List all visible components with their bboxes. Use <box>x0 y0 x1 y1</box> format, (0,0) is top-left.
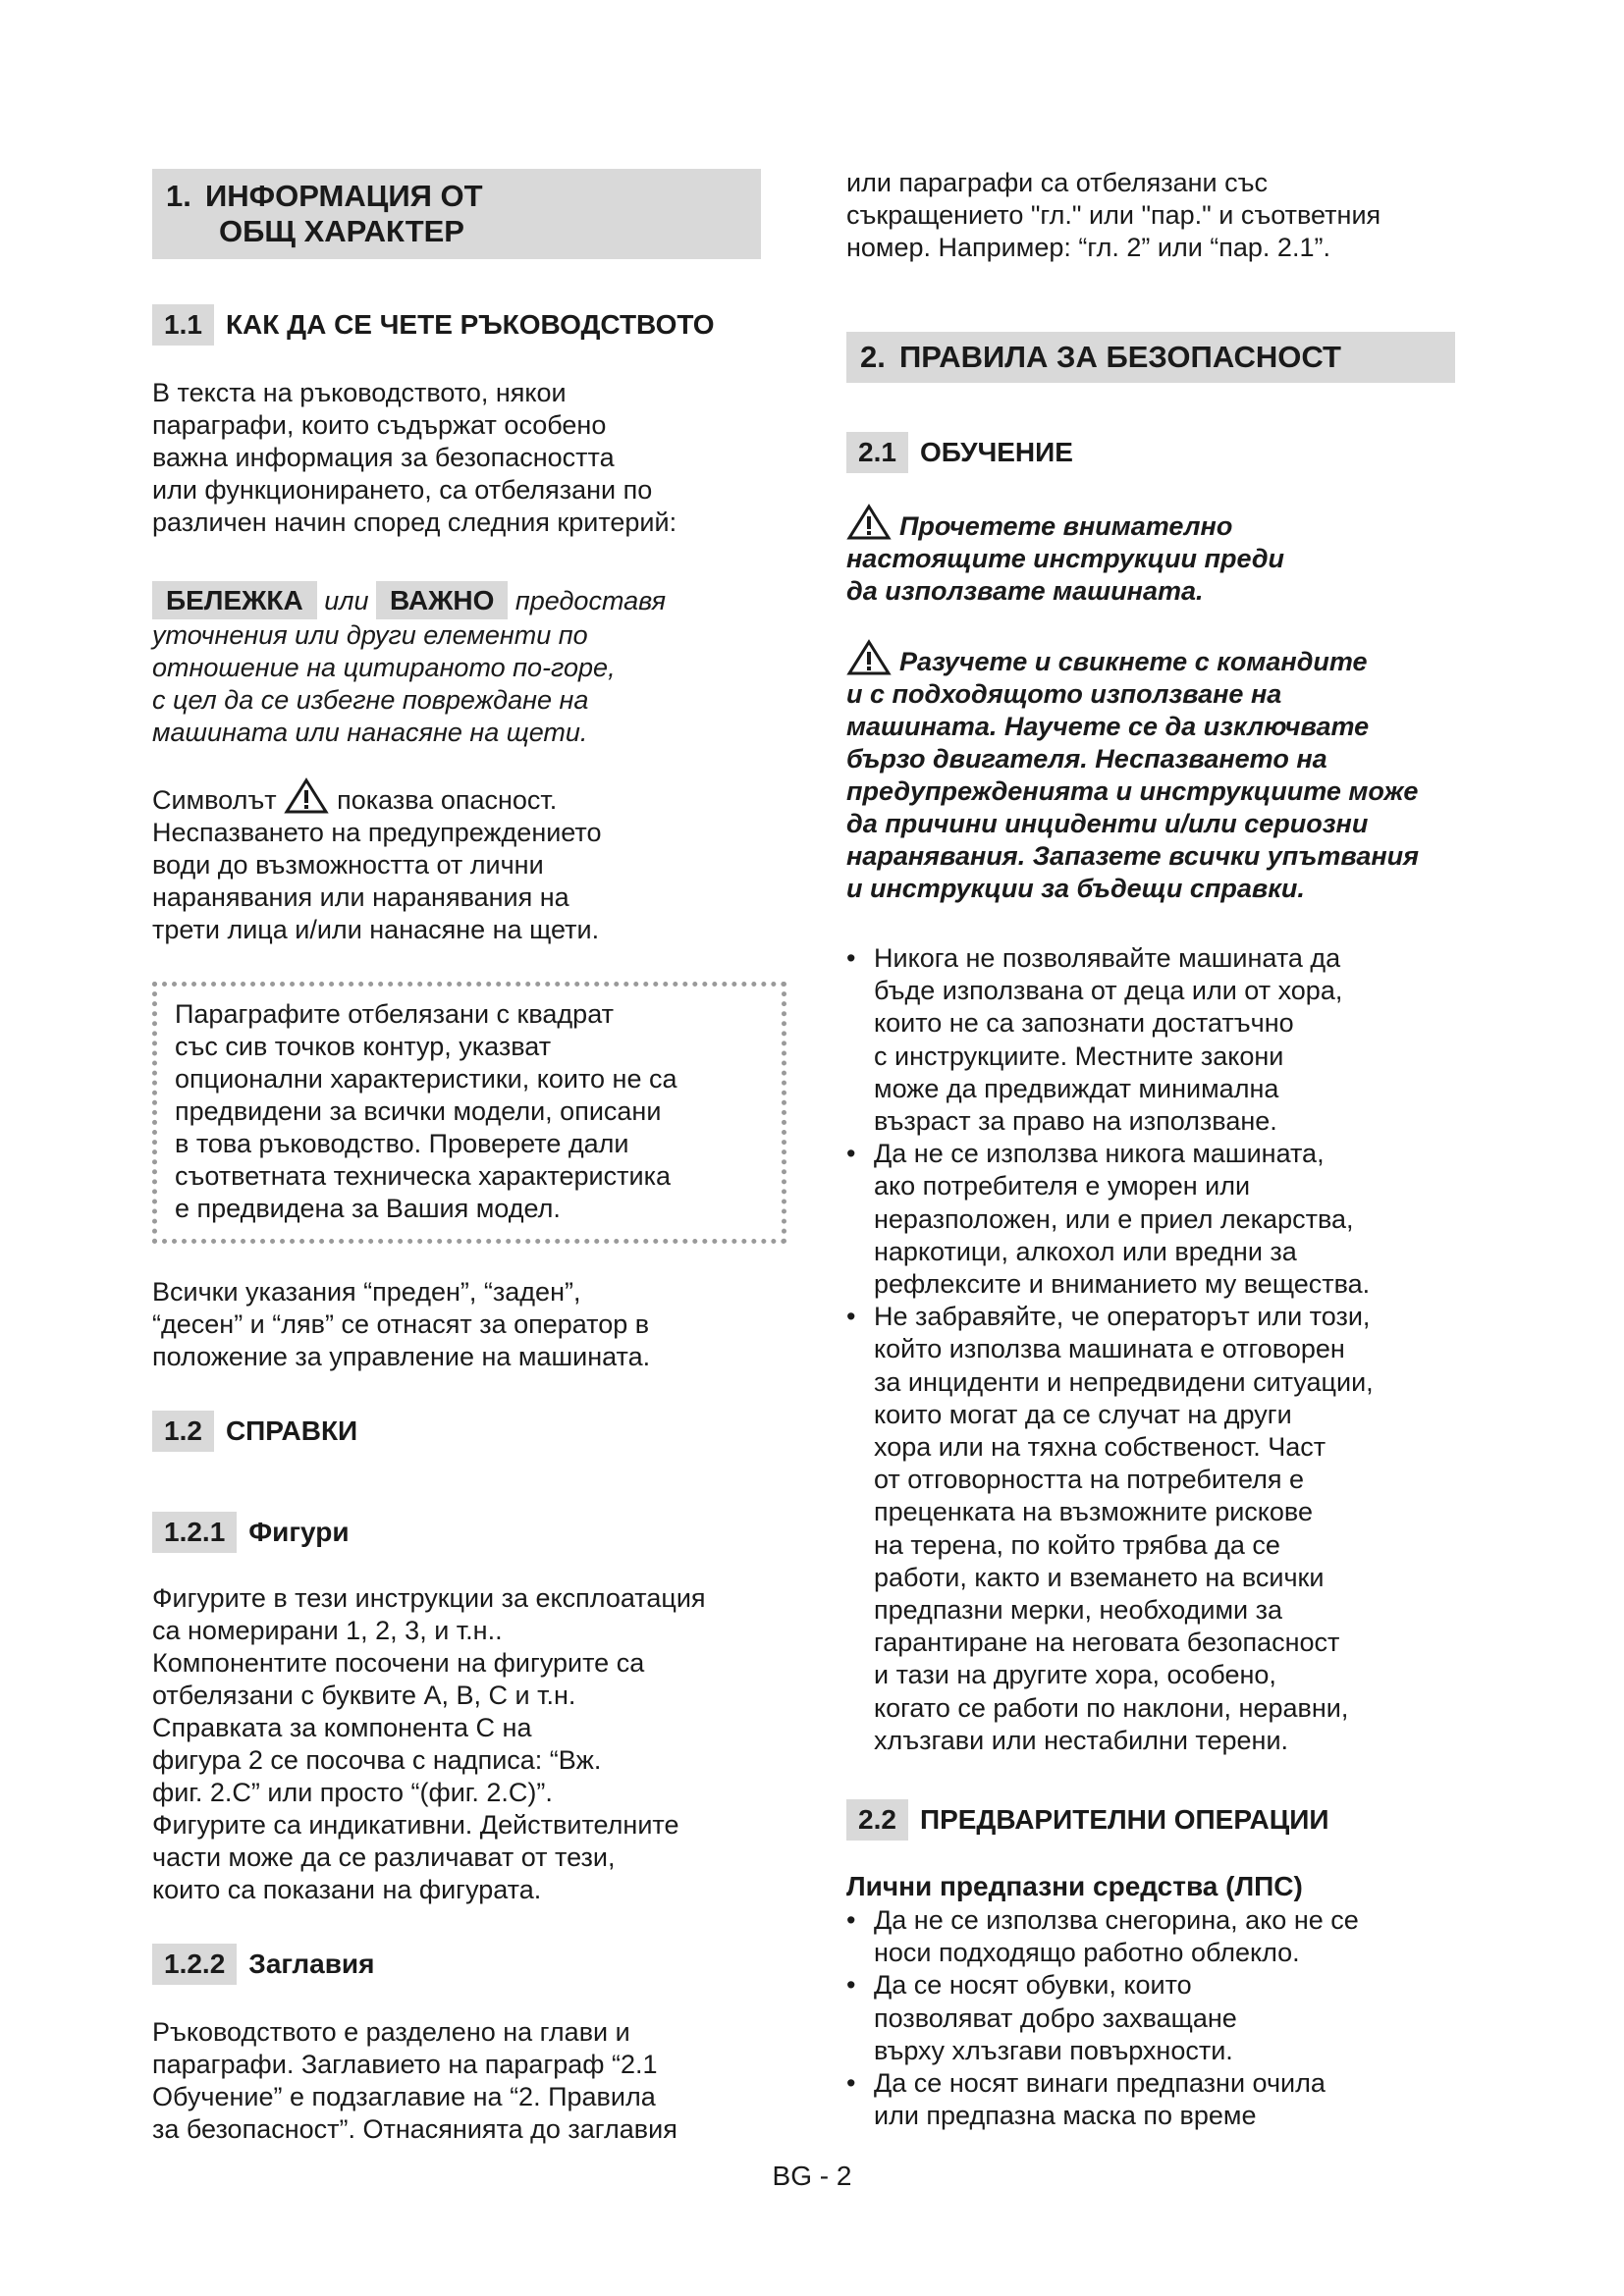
text-line: положение за управление на машината. <box>152 1342 651 1371</box>
text-line: номер. Например: “гл. 2” или “пар. 2.1”. <box>846 233 1330 262</box>
text-line: или функционирането, са отбелязани по <box>152 475 653 505</box>
note-important-paragraph <box>152 581 666 749</box>
section-title: Заглавия <box>248 1949 375 1979</box>
text-line: важна информация за безопасността <box>152 443 615 472</box>
titles-paragraph-continued <box>846 167 1380 264</box>
text-line: е предвидена за Вашия модел. <box>175 1194 561 1223</box>
section-number: 1.1 <box>152 304 214 346</box>
text-line: от отговорността на потребителя е <box>874 1465 1304 1495</box>
text-line: настоящите инструкции преди <box>846 544 1285 573</box>
symbol-paragraph <box>152 777 602 946</box>
text-line: • Никога не позволявайте машината да <box>874 943 1341 973</box>
text-line: и с подходящото използване на <box>846 679 1282 709</box>
section-number: 2.1 <box>846 432 908 473</box>
text-line: фигура 2 се посочва с надписа: “Вж. <box>152 1745 602 1775</box>
text-line: трети лица и/или нанасяне на щети. <box>152 915 600 944</box>
text-line: предпазни мерки, необходими за <box>874 1595 1283 1626</box>
text-line: за инциденти и непредвидени ситуации, <box>874 1366 1374 1397</box>
list-item <box>846 2067 1359 2132</box>
text-line: да използвате машината. <box>846 576 1204 606</box>
ppe-subheading: Лични предпазни средства (ЛПС) <box>846 1871 1303 1901</box>
list-item <box>846 1904 1359 1969</box>
text-line: • Да не се използва никога машината, <box>874 1139 1325 1169</box>
text-line: наранявания. Запазете всички упътвания <box>846 841 1420 871</box>
list-item <box>846 1969 1359 2067</box>
section-number: 2.2 <box>846 1799 908 1841</box>
section-title: ОБУЧЕНИЕ <box>919 437 1073 467</box>
text-line: възраст за право на използване. <box>874 1106 1277 1137</box>
note-rest-text: предоставя <box>514 586 667 615</box>
section-2-2-heading <box>846 1799 1328 1841</box>
section-1-2-2-heading <box>152 1944 374 1985</box>
text-line: в това ръководство. Проверете дали <box>175 1129 629 1158</box>
text-line: да причини инциденти и/или сериозни <box>846 809 1369 838</box>
text-line: с цел да се избегне повреждане на <box>152 685 589 715</box>
chapter-title-line2: ОБЩ ХАРАКТЕР <box>219 214 464 248</box>
warning-learn-controls <box>846 639 1419 905</box>
text-line: със сив точков контур, указват <box>175 1032 552 1061</box>
text-line: Фигурите в тези инструкции за експлоатация <box>152 1583 706 1613</box>
text-line: работи, както и вземането на всички <box>874 1562 1325 1592</box>
text-line: са номерирани 1, 2, 3, и т.н.. <box>152 1616 503 1645</box>
warning-read-instructions <box>846 504 1284 608</box>
text-line: машината или нанасяне на щети. <box>152 718 588 747</box>
text-line: Ръководството е разделено на глави и <box>152 2017 630 2047</box>
text-line: отбелязани с буквите A, B, C и т.н. <box>152 1681 576 1710</box>
section-title: ПРЕДВАРИТЕЛНИ ОПЕРАЦИИ <box>919 1804 1329 1835</box>
text-line: Справката за компонента C на <box>152 1713 532 1742</box>
text-line: Параграфите отбелязани с квадрат <box>175 999 614 1029</box>
text-line: • Да не се използва снегорина, ако не се <box>874 1905 1359 1935</box>
text-line: отношение на цитираното по-горе, <box>152 653 616 682</box>
intro-paragraph <box>152 377 677 539</box>
text-line: • Не забравяйте, че операторът или този, <box>874 1302 1371 1332</box>
text-line: преценката на възможните рискове <box>874 1497 1313 1527</box>
warning-triangle-icon <box>846 639 892 676</box>
section-1-2-1-heading <box>152 1512 350 1553</box>
text-line: и инструкции за бъдещи справки. <box>846 874 1305 903</box>
chapter-title: ПРАВИЛА ЗА БЕЗОПАСНОСТ <box>899 340 1341 374</box>
text-line: които не са запознати достатъчно <box>874 1008 1294 1039</box>
text-line: които са показани на фигурата. <box>152 1875 542 1904</box>
section-1-1-heading <box>152 304 715 346</box>
titles-paragraph <box>152 2016 677 2146</box>
text-line: съкращението "гл." или "пар." и съответния <box>846 200 1381 230</box>
section-number: 1.2.1 <box>152 1512 237 1553</box>
text-line: параграфи, които съдържат особено <box>152 410 607 440</box>
chapter-2-heading <box>846 332 1455 383</box>
optional-features-box <box>152 982 786 1244</box>
list-item <box>846 1301 1374 1757</box>
text-line: ако потребителя е уморен или <box>874 1171 1251 1201</box>
text-line: и тази на другите хора, особено, <box>874 1660 1276 1690</box>
text-line: бързо двигателя. Неспазването на <box>846 744 1327 774</box>
text-line: с инструкциите. Местните закони <box>874 1041 1284 1071</box>
text-line: бъде използвана от деца или от хора, <box>874 976 1343 1006</box>
text-line: В текста на ръководството, някои <box>152 378 567 407</box>
text-line: може да предвиждат минимална <box>874 1073 1279 1103</box>
text-line: неразположен, или е приел лекарства, <box>874 1203 1354 1234</box>
text-line: машината. Научете се да изключвате <box>846 712 1370 741</box>
text-line: които могат да се случат на други <box>874 1399 1292 1429</box>
training-bullet-list <box>846 942 1374 1757</box>
text-line: • Да се носят винаги предпазни очила <box>874 2068 1326 2099</box>
text-line: който използва машината е отговорен <box>874 1334 1345 1364</box>
text-line: предвидени за всички модели, описани <box>175 1096 662 1126</box>
text-line: параграфи. Заглавието на параграф “2.1 <box>152 2050 658 2079</box>
text-line: Обучение” е подзаглавие на “2. Правила <box>152 2082 656 2111</box>
text-line: фиг. 2.C” или просто “(фиг. 2.C)”. <box>152 1778 553 1807</box>
important-tag: ВАЖНО <box>376 581 508 619</box>
section-title: КАК ДА СЕ ЧЕТЕ РЪКОВОДСТВОТО <box>225 309 715 340</box>
chapter-1-heading <box>152 169 761 259</box>
symbol-text-before: Символът <box>152 785 277 815</box>
text-line: Разучете и свикнете с командите <box>899 647 1368 676</box>
symbol-text-after: показва опасност. <box>337 785 558 815</box>
text-line: Прочетете внимателно <box>899 511 1233 541</box>
text-line: части може да се различават от тези, <box>152 1842 616 1872</box>
text-line: води до възможността от лични <box>152 850 544 880</box>
text-line: Всички указания “преден”, “заден”, <box>152 1277 581 1307</box>
warning-triangle-icon <box>846 504 892 541</box>
page-number: BG - 2 <box>772 2161 852 2191</box>
text-line: позволяват добро захващане <box>874 2002 1237 2033</box>
section-number: 1.2 <box>152 1411 214 1452</box>
text-line: наркотици, алкохол или вредни за <box>874 1236 1297 1266</box>
text-line: рефлексите и вниманието му вещества. <box>874 1269 1371 1300</box>
text-line: опционални характеристики, които не са <box>175 1064 677 1094</box>
text-line: хора или на тяхна собственост. Част <box>874 1432 1326 1463</box>
text-line: върху хлъзгави повърхности. <box>874 2035 1233 2065</box>
text-line: за безопасност”. Отнасянията до заглавия <box>152 2114 677 2144</box>
text-line: носи подходящо работно облекло. <box>874 1938 1300 1968</box>
text-line: хлъзгави или нестабилни терени. <box>874 1725 1289 1755</box>
chapter-number: 1. <box>166 179 191 213</box>
text-line: предупрежденията и инструкциите може <box>846 776 1419 806</box>
text-line: гарантиране на неговата безопасност <box>874 1628 1340 1658</box>
section-2-1-heading <box>846 432 1073 473</box>
list-item <box>846 1138 1374 1301</box>
warning-triangle-icon <box>284 777 329 815</box>
text-line: на терена, по който трябва да се <box>874 1529 1280 1560</box>
text-line: съответната техническа характеристика <box>175 1161 671 1191</box>
text-line: “десен” и “ляв” се отнасят за оператор в <box>152 1309 650 1339</box>
chapter-number: 2. <box>860 340 886 374</box>
text-line: или параграфи са отбелязани със <box>846 168 1268 197</box>
text-line: уточнения или други елементи по <box>152 620 588 650</box>
section-1-2-heading <box>152 1411 357 1452</box>
figures-paragraph <box>152 1582 706 1906</box>
text-line: или предпазна маска по време <box>874 2101 1257 2131</box>
text-line: Неспазването на предупреждението <box>152 818 602 847</box>
note-tag: БЕЛЕЖКА <box>152 581 317 619</box>
ppe-bullet-list <box>846 1904 1359 2132</box>
text-line: различен начин според следния критерий: <box>152 507 677 537</box>
chapter-title-line1: ИНФОРМАЦИЯ ОТ <box>205 179 483 213</box>
text-line: когато се работи по наклони, неравни, <box>874 1692 1349 1723</box>
text-line: • Да се носят обувки, които <box>874 1970 1192 2001</box>
directions-paragraph <box>152 1276 650 1373</box>
text-line: Компонентите посочени на фигурите са <box>152 1648 645 1678</box>
section-number: 1.2.2 <box>152 1944 237 1985</box>
section-title: СПРАВКИ <box>225 1415 358 1446</box>
section-title: Фигури <box>248 1517 350 1547</box>
text-line: Фигурите са индикативни. Действителните <box>152 1810 679 1840</box>
list-item <box>846 942 1374 1138</box>
text-line: наранявания или наранявания на <box>152 882 569 912</box>
or-text: или <box>324 586 369 615</box>
